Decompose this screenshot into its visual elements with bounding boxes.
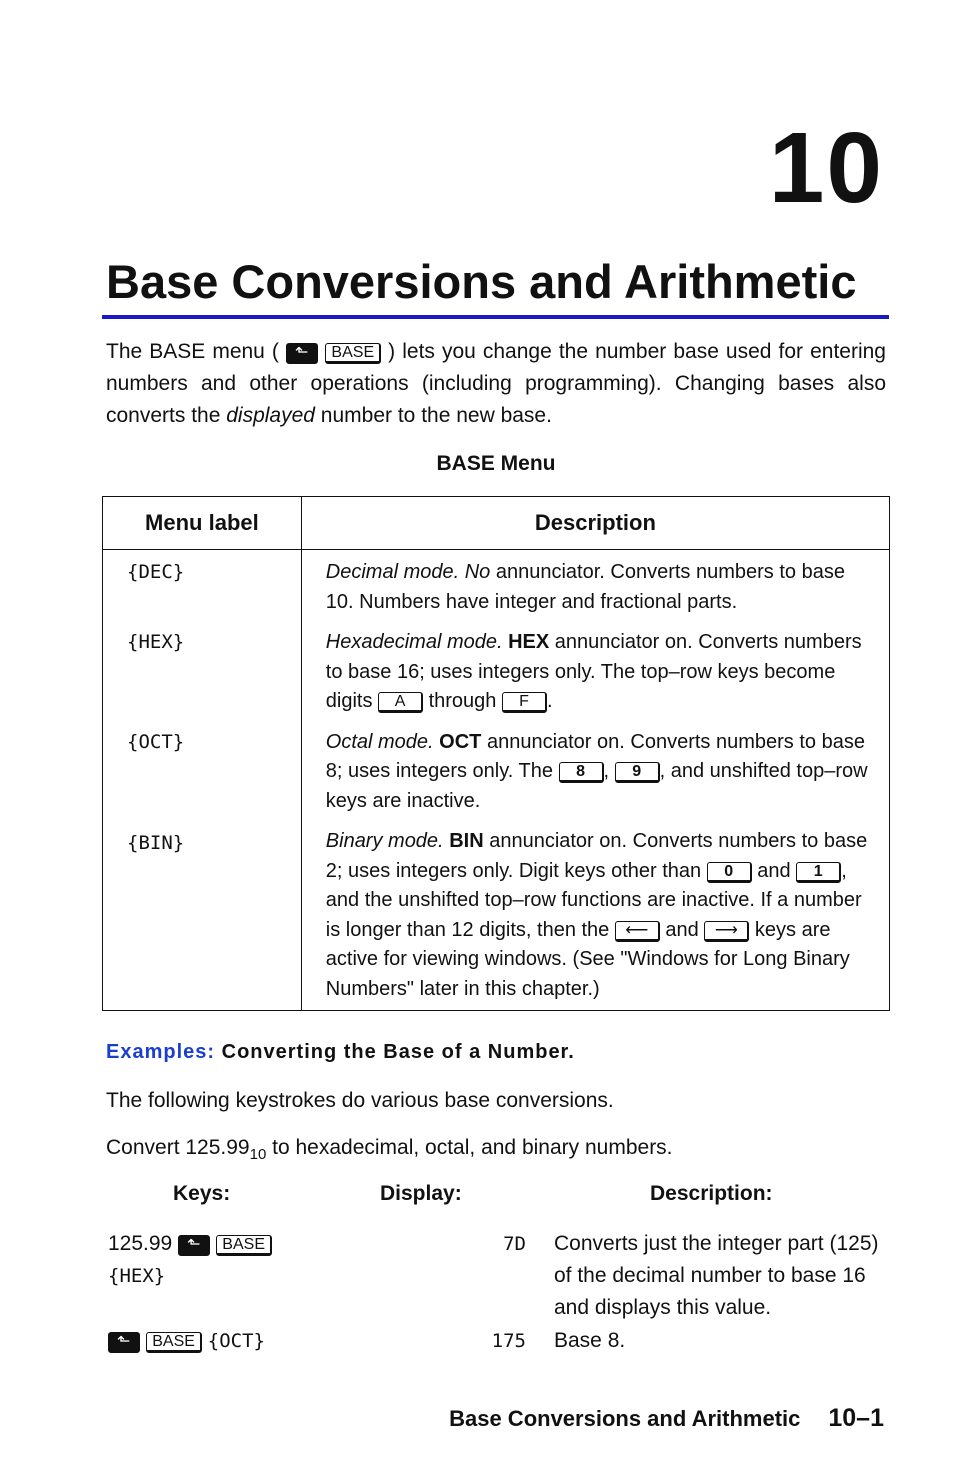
desc-text: annunciator on. Converts numbers to base 2; uses integers only. Digit keys other than [325, 830, 868, 882]
description-column [301, 550, 889, 1011]
description-row-1: Converts just the integer part (125) of the decimal number to base 16 and displays this value. [554, 1232, 879, 1319]
table-body-row [103, 550, 890, 1011]
intro-emphasis: displayed [226, 404, 315, 427]
label-dec: {DEC} [127, 561, 185, 583]
page-number: 10–1 [828, 1404, 884, 1432]
eight-key: 8 [559, 762, 604, 783]
base-key: BASE [216, 1235, 272, 1256]
left-shift-key: ⬑ [286, 343, 318, 364]
a-key: A [378, 692, 423, 713]
annunciator-name: OCT [439, 730, 482, 753]
desc-text: annunciator on. Converts numbers to base 8; uses integers only. The [325, 730, 865, 782]
annunciator-name: BIN [449, 830, 484, 852]
footer-title: Base Conversions and Arithmetic [449, 1406, 801, 1431]
desc-text: keys are active for viewing windows. (See "Windows for Long Binary Numbers" later in this chapter.) [325, 918, 850, 1000]
desc-text: through [423, 690, 502, 712]
left-shift-key: ⬑ [178, 1235, 210, 1256]
menu-oct: {OCT} [207, 1330, 265, 1352]
desc-text: . [546, 690, 553, 712]
keys-row-1 [108, 1228, 272, 1292]
mode-name: Binary mode. [325, 830, 444, 852]
para2-text: to hexadecimal, octal, and binary numbers. [266, 1136, 673, 1159]
left-shift-key: ⬑ [108, 1332, 140, 1353]
menu-hex: {HEX} [108, 1265, 166, 1287]
one-key: 1 [796, 862, 841, 883]
desc-text: annunciator on. Converts numbers to base 16; uses integers only. The top–row keys become digits [325, 631, 862, 712]
desc-hex [326, 628, 875, 717]
keys-header: Keys: [173, 1182, 231, 1205]
label-oct: {OCT} [127, 731, 185, 753]
label-column [103, 550, 302, 1011]
desc-text: annunciator. Converts numbers to base 10. Numbers have integer and fractional parts. [325, 561, 845, 613]
intro-paragraph [106, 336, 886, 432]
label-bin: {BIN} [127, 832, 185, 854]
desc-text: and [659, 918, 705, 941]
desc-text: , and the unshifted top–row functions are inactive. If a number is longer than 12 digits, then the [325, 859, 862, 941]
annunciator-name: HEX [508, 631, 550, 653]
para2-subscript: 10 [249, 1146, 267, 1164]
f-key: F [502, 692, 547, 713]
examples-heading [106, 1041, 575, 1064]
right-arrow-key: ⟶ [704, 921, 749, 942]
desc-bin [326, 827, 875, 1004]
chapter-title: Base Conversions and Arithmetic [106, 255, 857, 308]
header-description: Description [301, 497, 889, 550]
zero-key: 0 [707, 862, 752, 883]
desc-dec [326, 558, 875, 617]
mode-name: Hexadecimal mode. [325, 631, 503, 653]
intro-text-2: ) lets you change the number base used for entering numbers and other operations (including programming). Changing bases also converts the [106, 340, 886, 427]
display-row-2: 175 [491, 1330, 526, 1352]
label-hex: {HEX} [127, 631, 185, 653]
paragraph-1: The following keystrokes do various base conversions. [106, 1089, 614, 1112]
page-footer [449, 1404, 884, 1433]
number-entry: 125.99 [108, 1232, 173, 1255]
table-header-row [103, 497, 890, 550]
header-menu-label: Menu label [103, 497, 302, 550]
desc-text: , and unshifted top–row keys are inactive. [325, 760, 868, 812]
paragraph-2 [106, 1133, 673, 1170]
description-row-2: Base 8. [554, 1329, 626, 1352]
annunciator-name: No [464, 561, 491, 583]
base-menu-table [102, 496, 890, 1011]
desc-text: , [603, 760, 615, 782]
left-arrow-key: ⟵ [615, 921, 660, 942]
mode-name: Octal mode. [325, 730, 434, 753]
examples-label: Examples: [106, 1041, 216, 1063]
table-caption: BASE Menu [436, 452, 556, 475]
chapter-number: 10 [768, 112, 884, 224]
examples-title: Converting the Base of a Number. [221, 1041, 575, 1063]
intro-text-1: The BASE menu ( [106, 340, 279, 363]
base-key: BASE [146, 1332, 202, 1353]
display-header: Display: [380, 1182, 462, 1205]
mode-name: Decimal mode. [325, 561, 460, 583]
description-header: Description: [650, 1182, 773, 1205]
intro-text-3: number to the new base. [314, 404, 552, 427]
display-row-1: 7D [503, 1233, 526, 1255]
keys-row-2 [108, 1325, 265, 1357]
para2-text: Convert 125.99 [106, 1136, 250, 1159]
title-rule [102, 315, 889, 319]
desc-text: and [751, 859, 797, 882]
base-key: BASE [325, 343, 381, 364]
nine-key: 9 [615, 762, 660, 783]
desc-oct [326, 728, 875, 817]
